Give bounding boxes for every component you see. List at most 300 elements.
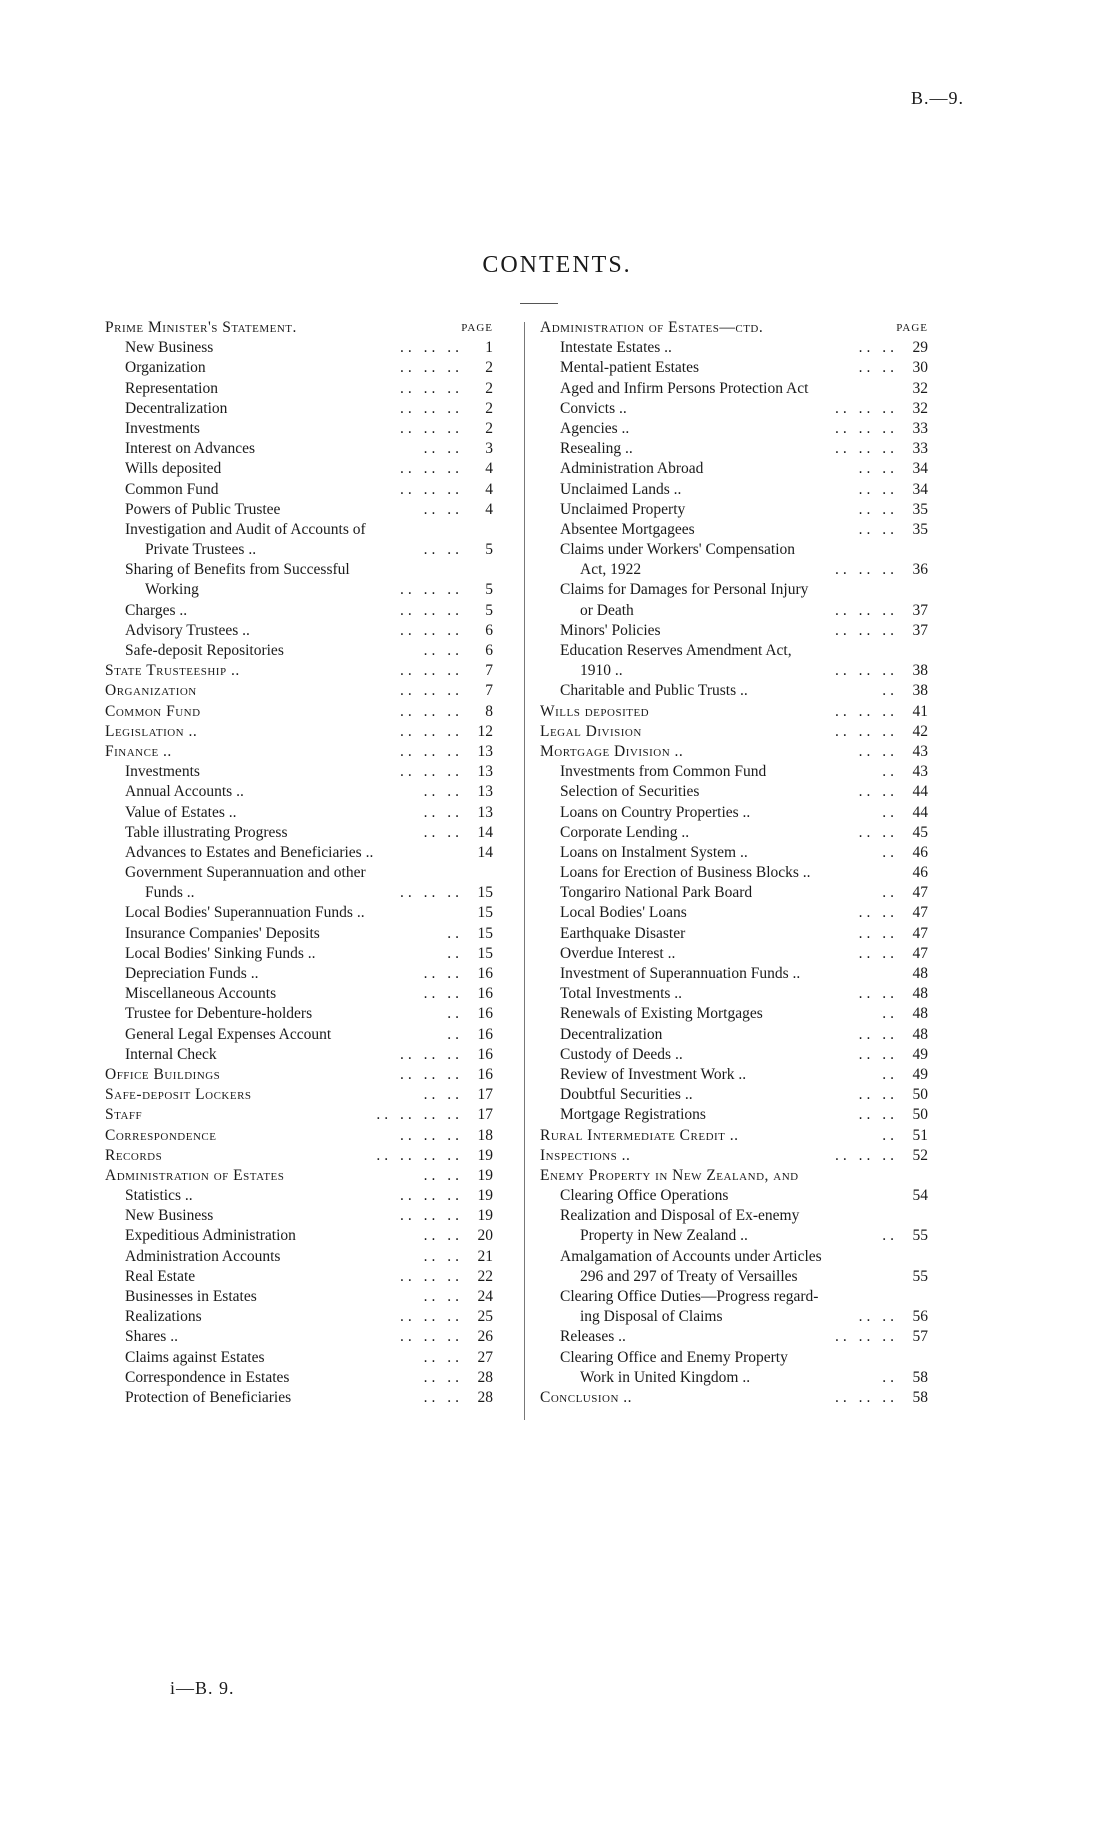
page-number: 21 [477, 1247, 493, 1265]
leader-dots: .. .. [423, 440, 463, 458]
leader-dots: .. [882, 1065, 898, 1083]
contents-entry [540, 1307, 940, 1327]
page-number: 4 [485, 480, 493, 498]
contents-entry [540, 1025, 940, 1045]
page-number: 12 [477, 722, 493, 740]
entry-label: Investments [125, 419, 200, 437]
page-number: 17 [477, 1086, 493, 1104]
page-number: 50 [912, 1086, 928, 1104]
contents-entry [105, 1327, 505, 1347]
page-footer: i—B. 9. [170, 1678, 235, 1698]
contents-entry [540, 742, 940, 762]
entry-label: New Business [125, 1207, 214, 1225]
leader-dots: .. .. [423, 823, 463, 841]
entry-label: Clearing Office and Enemy Property [560, 1348, 788, 1366]
entry-label: Private Trustees .. [145, 541, 257, 559]
contents-entry [105, 782, 505, 802]
entry-label: Investments from Common Fund [560, 763, 767, 781]
entry-label: Realization and Disposal of Ex-enemy [560, 1207, 800, 1225]
section-heading: Organization [105, 682, 197, 700]
contents-entry [105, 1247, 505, 1267]
section-heading: Inspections .. [540, 1146, 631, 1164]
contents-entry [540, 1045, 940, 1065]
leader-dots: .. .. [858, 480, 898, 498]
contents-entry [540, 459, 940, 479]
contents-entry [540, 924, 940, 944]
leader-dots: .. .. .. [400, 419, 463, 437]
page-number: 37 [912, 621, 928, 639]
leader-dots: .. [882, 763, 898, 781]
page-number: 2 [485, 399, 493, 417]
contents-entry [105, 601, 505, 621]
page-number: 20 [477, 1227, 493, 1245]
contents-entry [105, 1085, 505, 1105]
column-divider [524, 322, 525, 1420]
contents-entry [540, 722, 940, 742]
page-number: 13 [477, 803, 493, 821]
leader-dots: .. .. [858, 339, 898, 357]
page-number: 33 [912, 440, 928, 458]
contents-entry [105, 1166, 505, 1186]
leader-dots: .. .. .. [400, 1328, 463, 1346]
contents-entry [540, 1247, 940, 1267]
contents-entry [105, 338, 505, 358]
entry-label: Custody of Deeds .. [560, 1045, 683, 1063]
contents-entry [540, 903, 940, 923]
section-heading: Common Fund [105, 702, 201, 720]
contents-entry [105, 1146, 505, 1166]
entry-label: Amalgamation of Accounts under Articles [560, 1247, 822, 1265]
leader-dots: .. .. .. [400, 722, 463, 740]
contents-entry [105, 924, 505, 944]
entry-label: Advisory Trustees .. [125, 621, 250, 639]
entry-label: Shares .. [125, 1328, 178, 1346]
contents-entry [105, 1348, 505, 1368]
contents-entry [540, 1146, 940, 1166]
entry-label: Mortgage Registrations [560, 1106, 706, 1124]
entry-label: Work in United Kingdom .. [580, 1368, 751, 1386]
contents-entry [105, 1126, 505, 1146]
page-number: 3 [485, 440, 493, 458]
page-number: 48 [912, 965, 928, 982]
contents-entry [105, 883, 505, 903]
entry-label: Agencies .. [560, 419, 630, 437]
contents-entry [540, 803, 940, 823]
entry-label: Minors' Policies [560, 621, 661, 639]
contents-entry [105, 702, 505, 722]
leader-dots: .. .. .. [835, 419, 898, 437]
entry-label: ing Disposal of Claims [580, 1308, 723, 1326]
page-number: 6 [485, 621, 493, 639]
entry-label: Miscellaneous Accounts [125, 985, 277, 1003]
contents-entry [105, 843, 505, 863]
entry-label: Representation [125, 379, 218, 397]
leader-dots: .. .. [858, 359, 898, 377]
contents-entry [105, 661, 505, 681]
contents-entry [540, 621, 940, 641]
contents-entry [540, 1368, 940, 1388]
section-heading: Administration of Estates [105, 1166, 285, 1184]
leader-dots: .. .. [858, 823, 898, 841]
entry-label: Selection of Securities [560, 783, 700, 801]
leader-dots: .. .. .. [400, 1045, 463, 1063]
entry-label: Statistics .. [125, 1187, 193, 1205]
leader-dots: .. [882, 682, 898, 700]
section-heading: Wills deposited [540, 702, 650, 720]
page-number: 16 [477, 1005, 493, 1023]
leader-dots: .. [447, 944, 463, 962]
page-number: 55 [912, 1267, 928, 1285]
leader-dots: .. .. .. [400, 621, 463, 639]
contents-entry [540, 580, 940, 600]
contents-entry [540, 984, 940, 1004]
page-number: 36 [912, 561, 928, 579]
leader-dots: .. .. .. .. [376, 1106, 463, 1124]
contents-entry [540, 762, 940, 782]
contents-entry [105, 1045, 505, 1065]
page-number: 43 [912, 763, 928, 781]
contents-entry [105, 1065, 505, 1085]
page-number: 35 [912, 520, 928, 538]
page-number: 5 [485, 581, 493, 599]
contents-entry [105, 1105, 505, 1125]
leader-dots: .. .. [858, 1106, 898, 1124]
contents-entry [540, 338, 940, 358]
page-number: 35 [912, 500, 928, 518]
leader-dots: .. .. [858, 520, 898, 538]
page-number: 16 [477, 1025, 493, 1043]
page-number: 13 [477, 742, 493, 760]
entry-label: Businesses in Estates [125, 1288, 257, 1305]
entry-label: Loans for Erection of Business Blocks .. [560, 864, 811, 882]
contents-entry [540, 1388, 940, 1408]
entry-label: 296 and 297 of Treaty of Versailles [580, 1267, 798, 1285]
page-number: 29 [912, 339, 928, 357]
page-number: 27 [477, 1348, 493, 1366]
entry-label: Doubtful Securities .. [560, 1086, 693, 1104]
contents-entry [105, 580, 505, 600]
page-title: CONTENTS. [482, 252, 632, 278]
page-number: 47 [912, 884, 928, 902]
contents-entry [540, 439, 940, 459]
leader-dots: .. .. .. [400, 884, 463, 902]
entry-label: Absentee Mortgagees [560, 520, 695, 538]
leader-dots: .. .. .. [835, 621, 898, 639]
page-number: 48 [912, 1025, 928, 1043]
page-number: 54 [912, 1187, 928, 1205]
entry-label: Decentralization [560, 1025, 663, 1043]
contents-entry [105, 540, 505, 560]
entry-label: Investigation and Audit of Accounts of [125, 520, 366, 538]
leader-dots: .. .. .. [400, 581, 463, 599]
contents-entry [105, 419, 505, 439]
entry-label: Investments [125, 763, 200, 781]
entry-label: Local Bodies' Superannuation Funds .. [125, 904, 365, 922]
page-number: 44 [912, 803, 928, 821]
contents-entry [540, 358, 940, 378]
leader-dots: .. [882, 843, 898, 861]
entry-label: Local Bodies' Loans [560, 904, 687, 922]
entry-label: Property in New Zealand .. [580, 1227, 748, 1245]
entry-label: Administration Accounts [125, 1247, 281, 1265]
contents-entry [105, 621, 505, 641]
contents-entry [105, 944, 505, 964]
entry-label: Value of Estates .. [125, 803, 237, 821]
contents-column-right [540, 318, 940, 1408]
section-heading: Correspondence [105, 1126, 217, 1144]
contents-entry [540, 399, 940, 419]
entry-label: Loans on Instalment System .. [560, 843, 748, 861]
entry-label: Real Estate [125, 1267, 196, 1285]
leader-dots: .. .. [423, 1247, 463, 1265]
leader-dots: .. .. [858, 1025, 898, 1043]
leader-dots: .. [447, 924, 463, 942]
contents-entry [105, 823, 505, 843]
leader-dots: .. .. .. [835, 601, 898, 619]
entry-label: Clearing Office Duties—Progress regard- [560, 1288, 819, 1305]
contents-entry [105, 803, 505, 823]
leader-dots: .. .. .. [400, 601, 463, 619]
entry-label: Organization [125, 359, 206, 377]
page-number: 16 [477, 985, 493, 1003]
page-number: 15 [477, 924, 493, 942]
contents-entry [105, 681, 505, 701]
contents-entry [105, 641, 505, 661]
contents-entry [540, 601, 940, 621]
contents-entry [105, 500, 505, 520]
leader-dots: .. .. .. [835, 1146, 898, 1164]
section-heading: Legal Division [540, 722, 642, 740]
section-heading: Records [105, 1146, 163, 1164]
section-heading: Staff [105, 1106, 143, 1124]
page-number: 28 [477, 1388, 493, 1406]
contents-entry [105, 399, 505, 419]
page-number: 1 [485, 339, 493, 357]
page-number: 46 [912, 864, 928, 882]
leader-dots: .. .. [858, 1308, 898, 1326]
entry-label: Education Reserves Amendment Act, [560, 642, 792, 659]
page-number: 32 [912, 379, 928, 397]
contents-entry [540, 843, 940, 863]
leader-dots: .. .. .. [400, 460, 463, 478]
leader-dots: .. .. [423, 965, 463, 982]
entry-label: Protection of Beneficiaries [125, 1388, 292, 1406]
page-column-header: PAGE [896, 322, 928, 334]
entry-label: Act, 1922 [580, 561, 642, 579]
contents-entry [540, 480, 940, 500]
leader-dots: .. .. .. [835, 1328, 898, 1346]
leader-dots: .. .. [423, 500, 463, 518]
page-number: 14 [477, 843, 493, 861]
entry-label: Clearing Office Operations [560, 1187, 729, 1205]
leader-dots: .. .. [858, 500, 898, 518]
page-number: 13 [477, 763, 493, 781]
entry-label: Claims under Workers' Compensation [560, 541, 796, 559]
contents-entry [540, 883, 940, 903]
entry-label: Investment of Superannuation Funds .. [560, 965, 801, 982]
page-column-header: PAGE [461, 322, 493, 334]
page-number: 19 [477, 1146, 493, 1164]
section-heading: Rural Intermediate Credit .. [540, 1126, 739, 1144]
section-heading: Safe-deposit Lockers [105, 1086, 252, 1104]
contents-entry [540, 1065, 940, 1085]
leader-dots: .. .. .. [400, 1187, 463, 1205]
entry-label: Safe-deposit Repositories [125, 642, 284, 659]
leader-dots: .. [882, 884, 898, 902]
leader-dots: .. .. .. [400, 1267, 463, 1285]
leader-dots: .. .. [423, 642, 463, 659]
contents-entry [105, 863, 505, 883]
leader-dots: .. .. .. [400, 339, 463, 357]
page-number: 18 [477, 1126, 493, 1144]
entry-label: Trustee for Debenture-holders [125, 1005, 313, 1023]
contents-entry [540, 1105, 940, 1125]
entry-label: Earthquake Disaster [560, 924, 686, 942]
leader-dots: .. [447, 1005, 463, 1023]
entry-label: Working [145, 581, 199, 599]
entry-label: Claims for Damages for Personal Injury [560, 581, 809, 599]
leader-dots: .. .. [423, 1227, 463, 1245]
entry-label: Charitable and Public Trusts .. [560, 682, 748, 700]
leader-dots: .. .. [423, 541, 463, 559]
page-number: 7 [485, 682, 493, 700]
entry-label: Tongariro National Park Board [560, 884, 753, 902]
page-number: 43 [912, 742, 928, 760]
contents-entry [540, 782, 940, 802]
page-number: 38 [912, 662, 928, 680]
section-heading: Enemy Property in New Zealand, and [540, 1166, 799, 1184]
contents-entry [105, 480, 505, 500]
contents-entry [105, 560, 505, 580]
leader-dots: .. .. .. [835, 399, 898, 417]
entry-label: Overdue Interest .. [560, 944, 676, 962]
contents-column-left [105, 318, 505, 1408]
leader-dots: .. .. .. [400, 1065, 463, 1083]
contents-entry [105, 742, 505, 762]
leader-dots: .. [882, 1227, 898, 1245]
contents-entry [540, 863, 940, 883]
leader-dots: .. .. .. [400, 379, 463, 397]
contents-entry [105, 762, 505, 782]
leader-dots: .. .. [858, 904, 898, 922]
page-number: 34 [912, 480, 928, 498]
contents-entry [105, 1004, 505, 1024]
leader-dots: .. .. [423, 1166, 463, 1184]
leader-dots: .. .. [858, 1086, 898, 1104]
entry-label: Releases .. [560, 1328, 626, 1346]
page-number: 42 [912, 722, 928, 740]
entry-label: Realizations [125, 1308, 202, 1326]
leader-dots: .. .. [858, 1045, 898, 1063]
page-number: 15 [477, 944, 493, 962]
contents-entry [540, 540, 940, 560]
entry-label: Government Superannuation and other [125, 864, 366, 882]
contents-entry [540, 520, 940, 540]
contents-entry [105, 318, 505, 338]
page-number: 32 [912, 399, 928, 417]
leader-dots: .. [882, 1126, 898, 1144]
section-heading: Legislation .. [105, 722, 198, 740]
page-number: 8 [485, 702, 493, 720]
entry-label: Claims against Estates [125, 1348, 265, 1366]
contents-entry [105, 1186, 505, 1206]
page-number: 45 [912, 823, 928, 841]
page-number: 5 [485, 541, 493, 559]
entry-label: Corporate Lending .. [560, 823, 690, 841]
leader-dots: .. .. .. [400, 702, 463, 720]
leader-dots: .. [882, 1005, 898, 1023]
contents-entry [105, 439, 505, 459]
contents-entry [105, 984, 505, 1004]
page-number: 49 [912, 1065, 928, 1083]
page-number: 4 [485, 500, 493, 518]
page-number: 13 [477, 783, 493, 801]
page-number: 19 [477, 1187, 493, 1205]
entry-label: Advances to Estates and Beneficiaries .. [125, 843, 374, 861]
leader-dots: .. .. [858, 924, 898, 942]
contents-entry [105, 520, 505, 540]
contents-entry [540, 560, 940, 580]
contents-entry [105, 1368, 505, 1388]
page-number: 19 [477, 1207, 493, 1225]
contents-entry [540, 944, 940, 964]
page-number: 7 [485, 662, 493, 680]
leader-dots: .. .. [423, 1086, 463, 1104]
entry-label: Local Bodies' Sinking Funds .. [125, 944, 316, 962]
entry-label: Expeditious Administration [125, 1227, 296, 1245]
contents-entry [540, 1287, 940, 1307]
entry-label: Total Investments .. [560, 985, 683, 1003]
leader-dots: .. .. .. [400, 742, 463, 760]
section-heading: Administration of Estates—ctd. [540, 319, 764, 336]
contents-entry [105, 1307, 505, 1327]
section-heading: Office Buildings [105, 1065, 221, 1083]
page-number: 47 [912, 904, 928, 922]
contents-entry [540, 1186, 940, 1206]
leader-dots: .. .. .. [400, 1207, 463, 1225]
page-number: 51 [912, 1126, 928, 1144]
leader-dots: .. .. [423, 783, 463, 801]
page-number: 44 [912, 783, 928, 801]
page-number: 14 [477, 823, 493, 841]
entry-label: Internal Check [125, 1045, 217, 1063]
contents-entry [540, 681, 940, 701]
entry-label: Depreciation Funds .. [125, 965, 259, 982]
leader-dots: .. .. .. [400, 399, 463, 417]
entry-label: Charges .. [125, 601, 188, 619]
contents-entry [540, 500, 940, 520]
entry-label: Unclaimed Property [560, 500, 686, 518]
leader-dots: .. .. .. [400, 1126, 463, 1144]
page-number: 52 [912, 1146, 928, 1164]
contents-entry [540, 702, 940, 722]
page-number: 2 [485, 419, 493, 437]
contents-entry [540, 1327, 940, 1347]
leader-dots: .. .. [423, 1348, 463, 1366]
contents-entry [105, 379, 505, 399]
leader-dots: .. .. [858, 742, 898, 760]
leader-dots: .. .. [858, 460, 898, 478]
contents-entry [105, 903, 505, 923]
page-number: 16 [477, 1045, 493, 1063]
contents-entry [540, 379, 940, 399]
contents-entry [105, 1267, 505, 1287]
contents-entry [540, 661, 940, 681]
contents-entry [105, 459, 505, 479]
contents-entry [540, 964, 940, 984]
leader-dots: .. .. .. [400, 1308, 463, 1326]
page-number: 6 [485, 642, 493, 659]
